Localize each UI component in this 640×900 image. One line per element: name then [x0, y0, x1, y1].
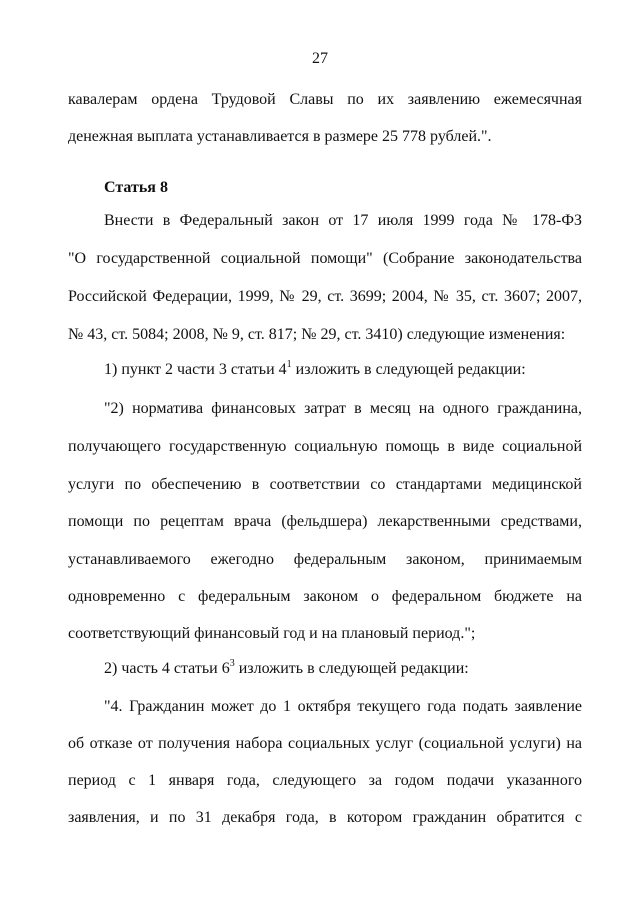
text-line: "2) норматива финансовых затрат в месяц на одного гражданина,: [104, 400, 582, 417]
text-line: соответствующий финансовый год и на плановый период.";: [68, 625, 476, 642]
text-line: кавалерам ордена Трудовой Славы по их заявлению ежемесячная: [68, 91, 582, 108]
text-segment: изложить в следующей редакции:: [291, 361, 526, 378]
text-line: период с 1 января года, следующего за годом подачи указанного: [68, 772, 582, 789]
text-line: Внести в Федеральный закон от 17 июля 1999 года № 178-ФЗ: [104, 212, 582, 229]
text-line: [104, 659, 582, 679]
text-line: "4. Гражданин может до 1 октября текущего года подать заявление: [104, 698, 582, 715]
text-line: денежная выплата устанавливается в размере 25 778 рублей.".: [68, 128, 492, 145]
text-line: [104, 360, 582, 380]
article-heading: Статья 8: [104, 179, 168, 196]
text-line: "О государственной социальной помощи" (Собрание законодательства: [68, 250, 582, 267]
text-line: получающего государственную социальную помощь в виде социальной: [68, 438, 582, 455]
page-number: 27: [312, 50, 328, 67]
text-line: № 43, ст. 5084; 2008, № 9, ст. 817; № 29, ст. 3410) следующие изменения:: [68, 326, 566, 343]
text-segment: 1) пункт 2 части 3 статьи 4: [104, 361, 287, 378]
text-segment: изложить в следующей редакции:: [234, 660, 469, 677]
superscript: 1: [286, 359, 292, 370]
text-line: одновременно с федеральным законом о федеральном бюджете на: [68, 588, 582, 605]
text-line: Российской Федерации, 1999, № 29, ст. 3699; 2004, № 35, ст. 3607; 2007,: [68, 288, 582, 305]
text-line: об отказе от получения набора социальных услуг (социальной услуги) на: [68, 735, 582, 752]
superscript: 3: [229, 658, 235, 669]
text-segment: 2) часть 4 статьи 6: [104, 660, 230, 677]
text-line: устанавливаемого ежегодно федеральным законом, принимаемым: [68, 551, 582, 568]
text-line: заявления, и по 31 декабря года, в котором гражданин обратится с: [68, 809, 582, 826]
text-line: услуги по обеспечению в соответствии со стандартами медицинской: [68, 476, 582, 493]
text-line: помощи по рецептам врача (фельдшера) лекарственными средствами,: [68, 513, 582, 530]
